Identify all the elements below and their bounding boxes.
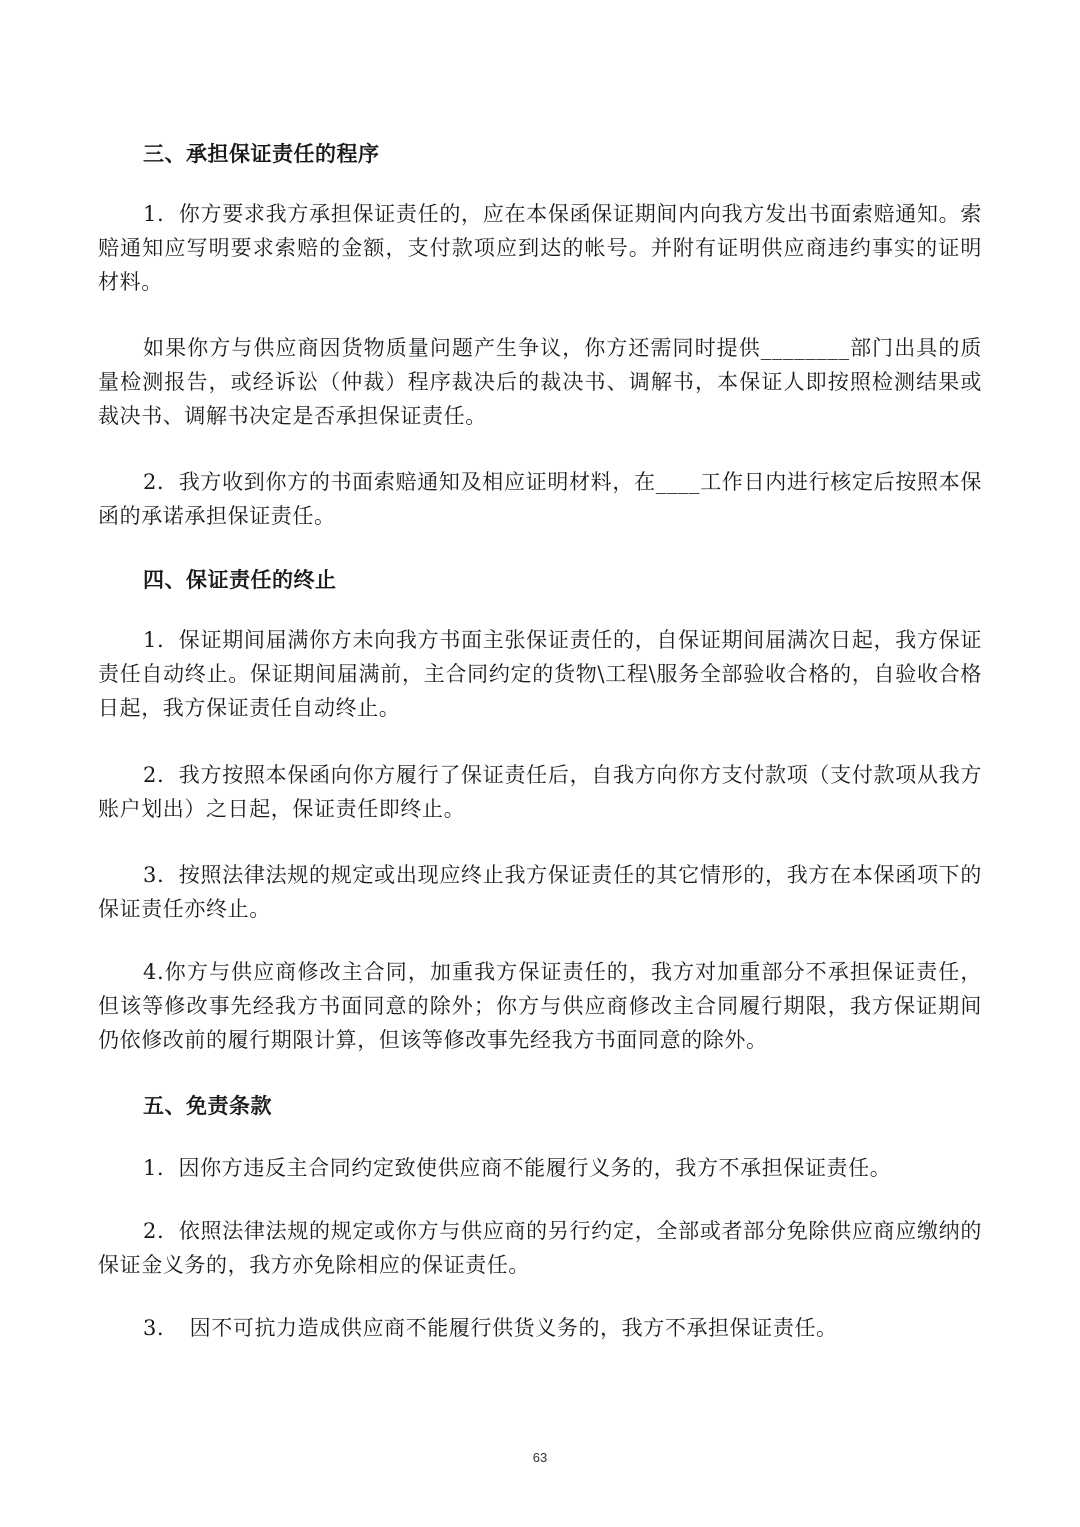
- section-heading-5: 五、免责条款: [143, 1093, 272, 1118]
- paragraph-5-1: 1．因你方违反主合同约定致使供应商不能履行义务的，我方不承担保证责任。: [143, 1156, 892, 1180]
- paragraph-5-3: 3． 因不可抗力造成供应商不能履行供货义务的，我方不承担保证责任。: [143, 1316, 838, 1340]
- paragraph-4-4: 4.你方与供应商修改主合同，加重我方保证责任的，我方对加重部分不承担保证责任，但该等修改事先经我方书面同意的除外；你方与供应商修改主合同履行期限，我方保证期间仍依修改前的履行期限计算，但该等修改事先经我方书面同意的除外。: [98, 960, 982, 1052]
- page-number: 63: [532, 1450, 548, 1465]
- paragraph-4-3: 3．按照法律法规的规定或出现应终止我方保证责任的其它情形的，我方在本保函项下的保证责任亦终止。: [98, 863, 982, 921]
- paragraph-4-2: 2．我方按照本保函向你方履行了保证责任后，自我方向你方支付款项（支付款项从我方账户划出）之日起，保证责任即终止。: [98, 763, 982, 821]
- paragraph-3-1: 1．你方要求我方承担保证责任的，应在本保函保证期间内向我方发出书面索赔通知。索赔通知应写明要求索赔的金额，支付款项应到达的帐号。并附有证明供应商违约事实的证明材料。: [98, 202, 982, 294]
- paragraph-3-2: 如果你方与供应商因货物质量问题产生争议，你方还需同时提供________部门出具的质量检测报告，或经诉讼（仲裁）程序裁决后的裁决书、调解书，本保证人即按照检测结果或裁决书、调解书决定是否承担保证责任。: [98, 336, 982, 428]
- section-heading-4: 四、保证责任的终止: [143, 567, 337, 592]
- paragraph-4-1: 1．保证期间届满你方未向我方书面主张保证责任的，自保证期间届满次日起，我方保证责任自动终止。保证期间届满前，主合同约定的货物\工程\服务全部验收合格的，自验收合格日起，我方保证责任自动终止。: [98, 628, 982, 720]
- section-heading-3: 三、承担保证责任的程序: [143, 141, 380, 166]
- paragraph-3-3: 2．我方收到你方的书面索赔通知及相应证明材料，在____工作日内进行核定后按照本保函的承诺承担保证责任。: [98, 470, 982, 528]
- paragraph-5-2: 2．依照法律法规的规定或你方与供应商的另行约定，全部或者部分免除供应商应缴纳的保证金义务的，我方亦免除相应的保证责任。: [98, 1219, 982, 1277]
